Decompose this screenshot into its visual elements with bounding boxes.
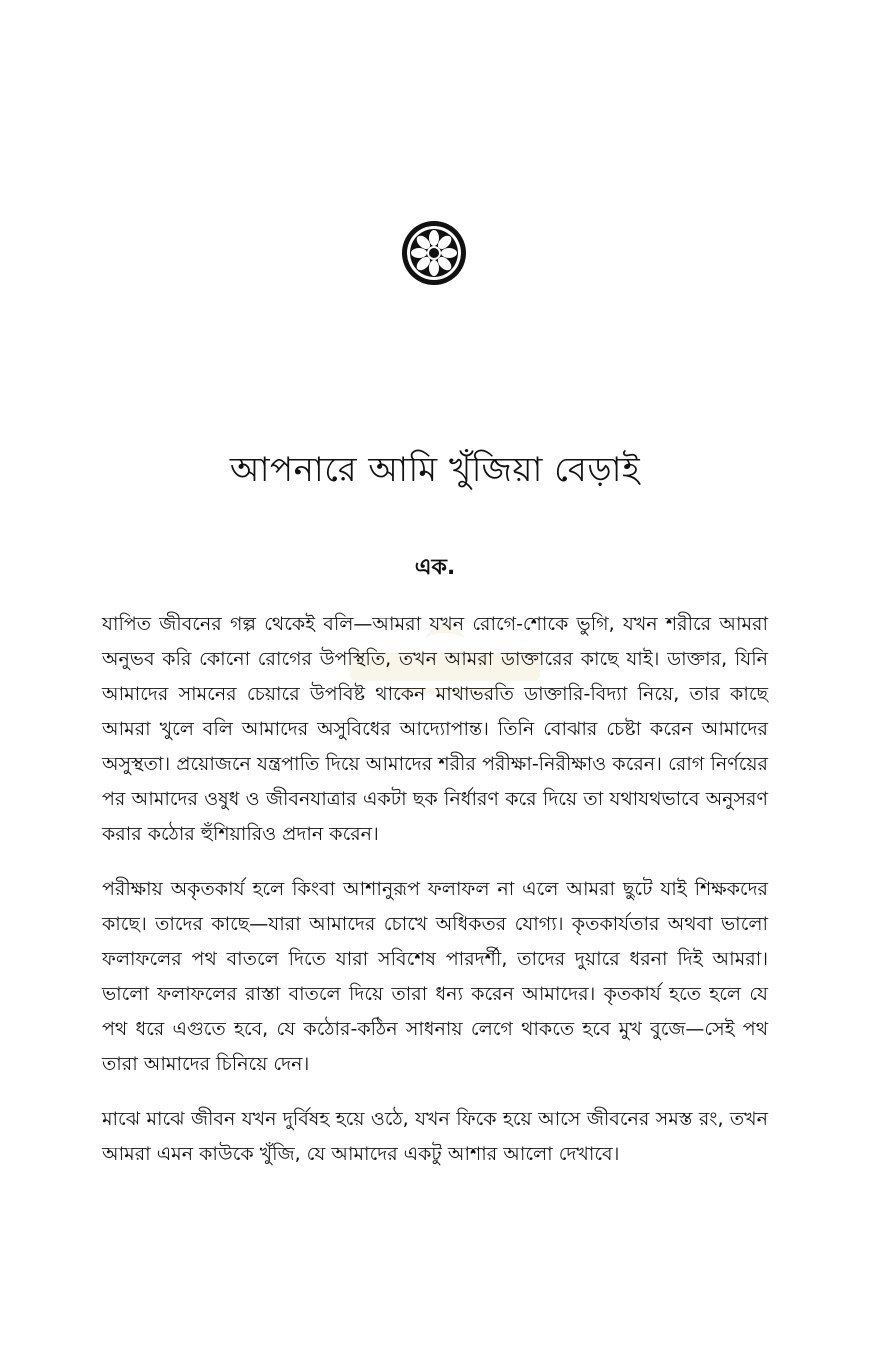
ornament-petal bbox=[429, 260, 439, 276]
paragraph: মাঝে মাঝে জীবন যখন দুর্বিষহ হয়ে ওঠে, যখন ফিকে হয়ে আসে জীবনের সমস্ত রং, তখন আমরা এমন কাউকে খুঁজি, যে আমাদের একটু আশার আলো দেখাবে। bbox=[102, 1108, 768, 1165]
section-heading: এক. bbox=[414, 555, 456, 580]
flower-ornament-svg bbox=[400, 219, 468, 287]
body-text bbox=[102, 607, 768, 1192]
flower-ornament-icon bbox=[400, 219, 468, 287]
ornament-petal bbox=[429, 230, 439, 246]
ornament-petal bbox=[411, 248, 427, 258]
chapter-title: আপনারে আমি খুঁজিয়া বেড়াই bbox=[229, 450, 641, 490]
ornament-petal bbox=[441, 248, 457, 258]
ornament-center bbox=[428, 247, 440, 259]
paragraph: পরীক্ষায় অকৃতকার্য হলে কিংবা আশানুরূপ ফলাফল না এলে আমরা ছুটে যাই শিক্ষকদের কাছে। তাদের কাছে—যারা আমাদের চোখে অধিকতর যোগ্য। কৃতকার্যতার অথবা ভালো ফলাফলের পথ বাতলে দিতে যারা সবিশেষ পারদর্শী, তাদের দুয়ারে ধরনা দিই আমরা। ভালো ফলাফলের রাস্তা বাতলে দিয়ে তারা ধন্য করেন আমাদের। কৃতকার্য হতে হলে যে পথ ধরে এগুতে হবে, যে কঠোর-কঠিন সাধনায় লেগে থাকতে হবে মুখ বুজে—সেই পথ তারা আমাদের চিনিয়ে দেন। bbox=[102, 878, 768, 1075]
paragraph: যাপিত জীবনের গল্প থেকেই বলি—আমরা যখন রোগে-শোকে ভুগি, যখন শরীরে আমরা অনুভব করি কোনো রোগের উপস্থিতি, তখন আমরা ডাক্তারের কাছে যাই। ডাক্তার, যিনি আমাদের সামনের চেয়ারে উপবিষ্ট থাকেন মাথাভরতি ডাক্তারি-বিদ্যা নিয়ে, তার কাছে আমরা খুলে বলি আমাদের অসুবিধের আদ্যোপান্ত। তিনি বোঝার চেষ্টা করেন আমাদের অসুস্থতা। প্রয়োজনে যন্ত্রপাতি দিয়ে আমাদের শরীর পরীক্ষা-নিরীক্ষাও করেন। রোগ নির্ণয়ের পর আমাদের ওষুধ ও জীবনযাত্রার একটা ছক নির্ধারণ করে দিয়ে তা যথাযথভাবে অনুসরণ করার কঠোর হুঁশিয়ারিও প্রদান করেন। bbox=[102, 613, 768, 845]
